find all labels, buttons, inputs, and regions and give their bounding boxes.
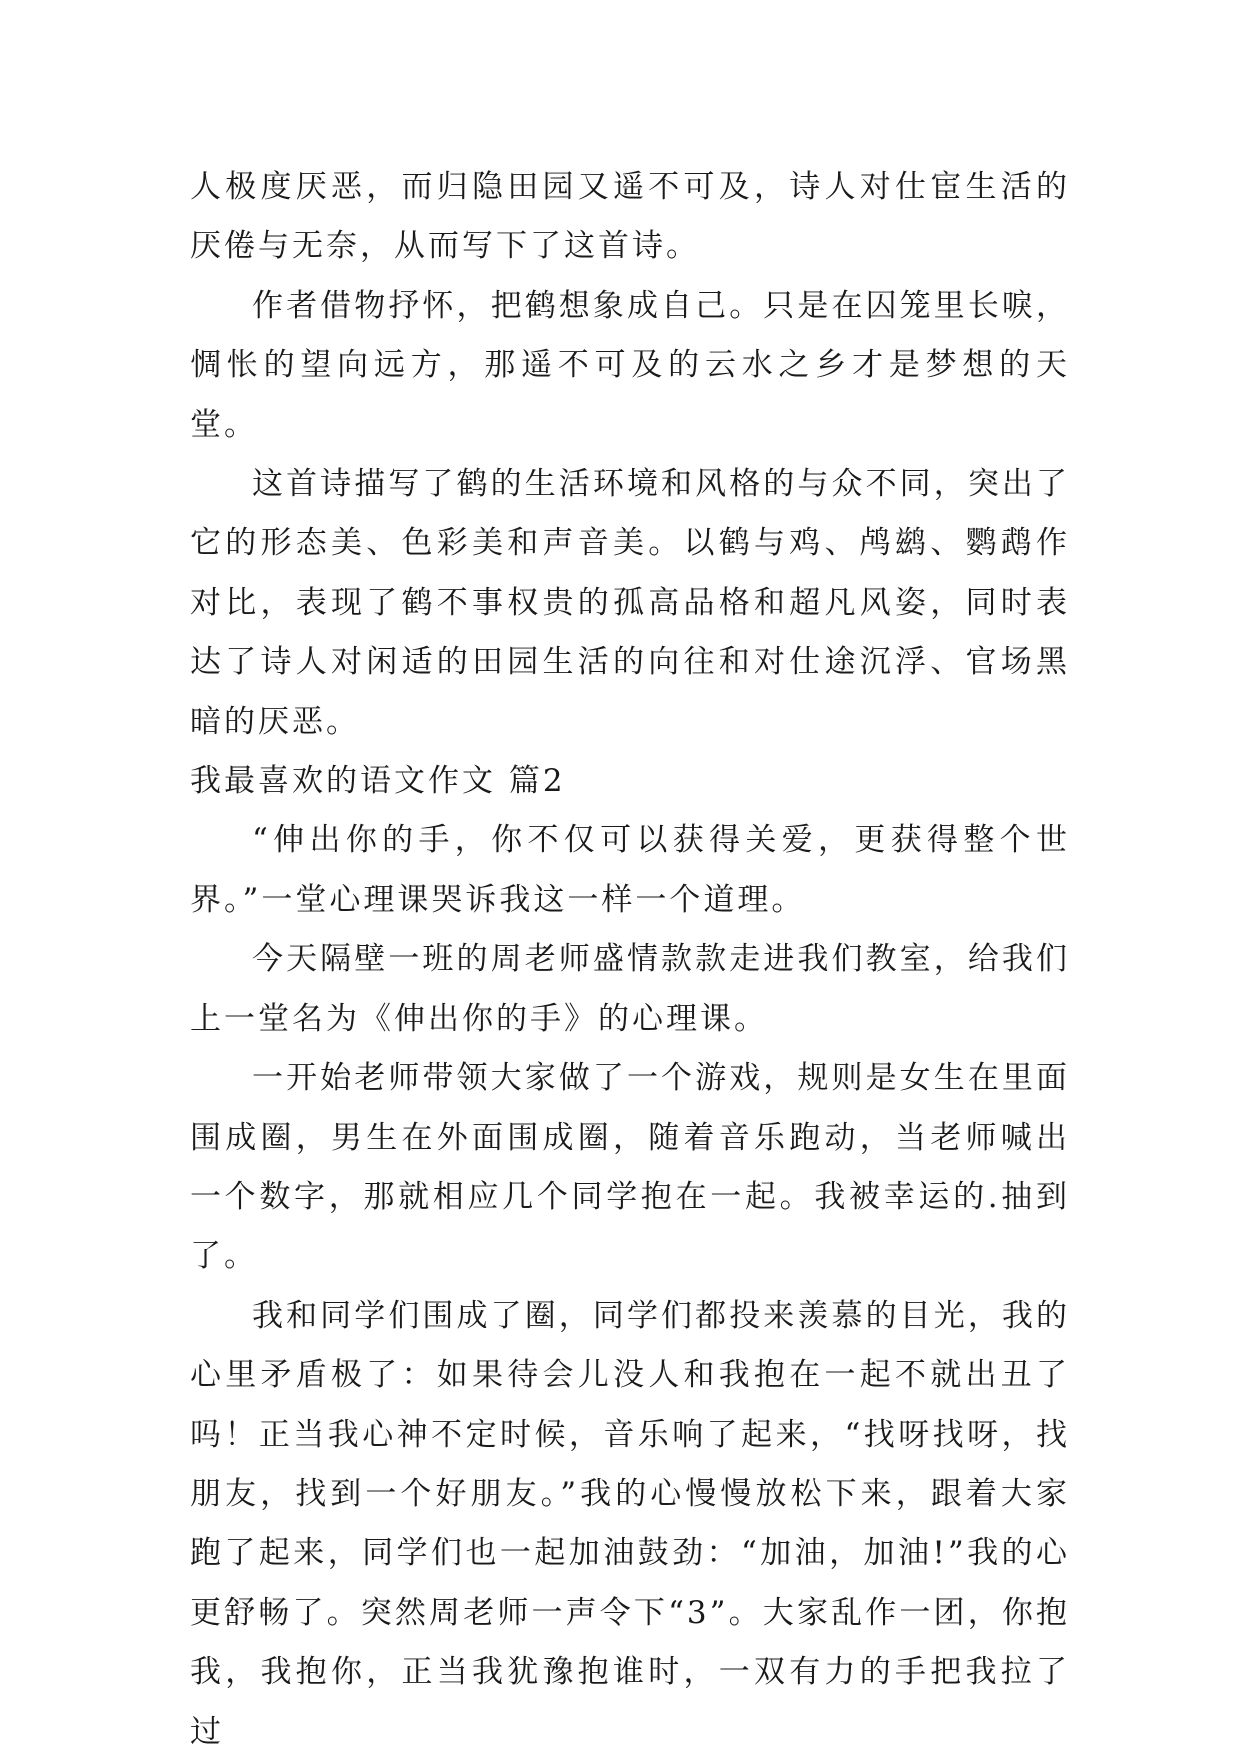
section-heading: 我最喜欢的语文作文 篇2	[190, 763, 566, 800]
document-body	[190, 158, 1070, 1762]
paragraph-continuation: 人极度厌恶，而归隐田园又遥不可及，诗人对仕宦生活的厌倦与无奈，从而写下了这首诗。	[190, 169, 1070, 265]
paragraph: 一开始老师带领大家做了一个游戏，规则是女生在里面围成圈，男生在外面围成圈，随着音乐跑动，当老师喊出一个数字，那就相应几个同学抱在一起。我被幸运的.抽到了。	[190, 1060, 1070, 1275]
paragraph: 这首诗描写了鹤的生活环境和风格的与众不同，突出了它的形态美、色彩美和声音美。以鹤与鸡、鸬鹚、鹦鹉作对比，表现了鹤不事权贵的孤高品格和超凡风姿，同时表达了诗人对闲适的田园生活的向往和对仕途沉浮、官场黑暗的厌恶。	[190, 466, 1070, 740]
paragraph: 作者借物抒怀，把鹤想象成自己。只是在囚笼里长唳，惆怅的望向远方，那遥不可及的云水之乡才是梦想的天堂。	[190, 287, 1070, 443]
paragraph: “伸出你的手，你不仅可以获得关爱，更获得整个世界。”一堂心理课哭诉我这一样一个道理。	[190, 822, 1070, 918]
paragraph: 我和同学们围成了圈，同学们都投来羡慕的目光，我的心里矛盾极了：如果待会儿没人和我抱在一起不就出丑了吗！正当我心神不定时候，音乐响了起来，“找呀找呀，找朋友，找到一个好朋友。”我的心慢慢放松下来，跟着大家跑了起来，同学们也一起加油鼓劲：“加油，加油!”我的心更舒畅了。突然周老师一声令下“3”。大家乱作一团，你抱我，我抱你，正当我犹豫抱谁时，一双有力的手把我拉了过	[190, 1297, 1070, 1750]
paragraph: 今天隔壁一班的周老师盛情款款走进我们教室，给我们上一堂名为《伸出你的手》的心理课。	[190, 941, 1070, 1037]
